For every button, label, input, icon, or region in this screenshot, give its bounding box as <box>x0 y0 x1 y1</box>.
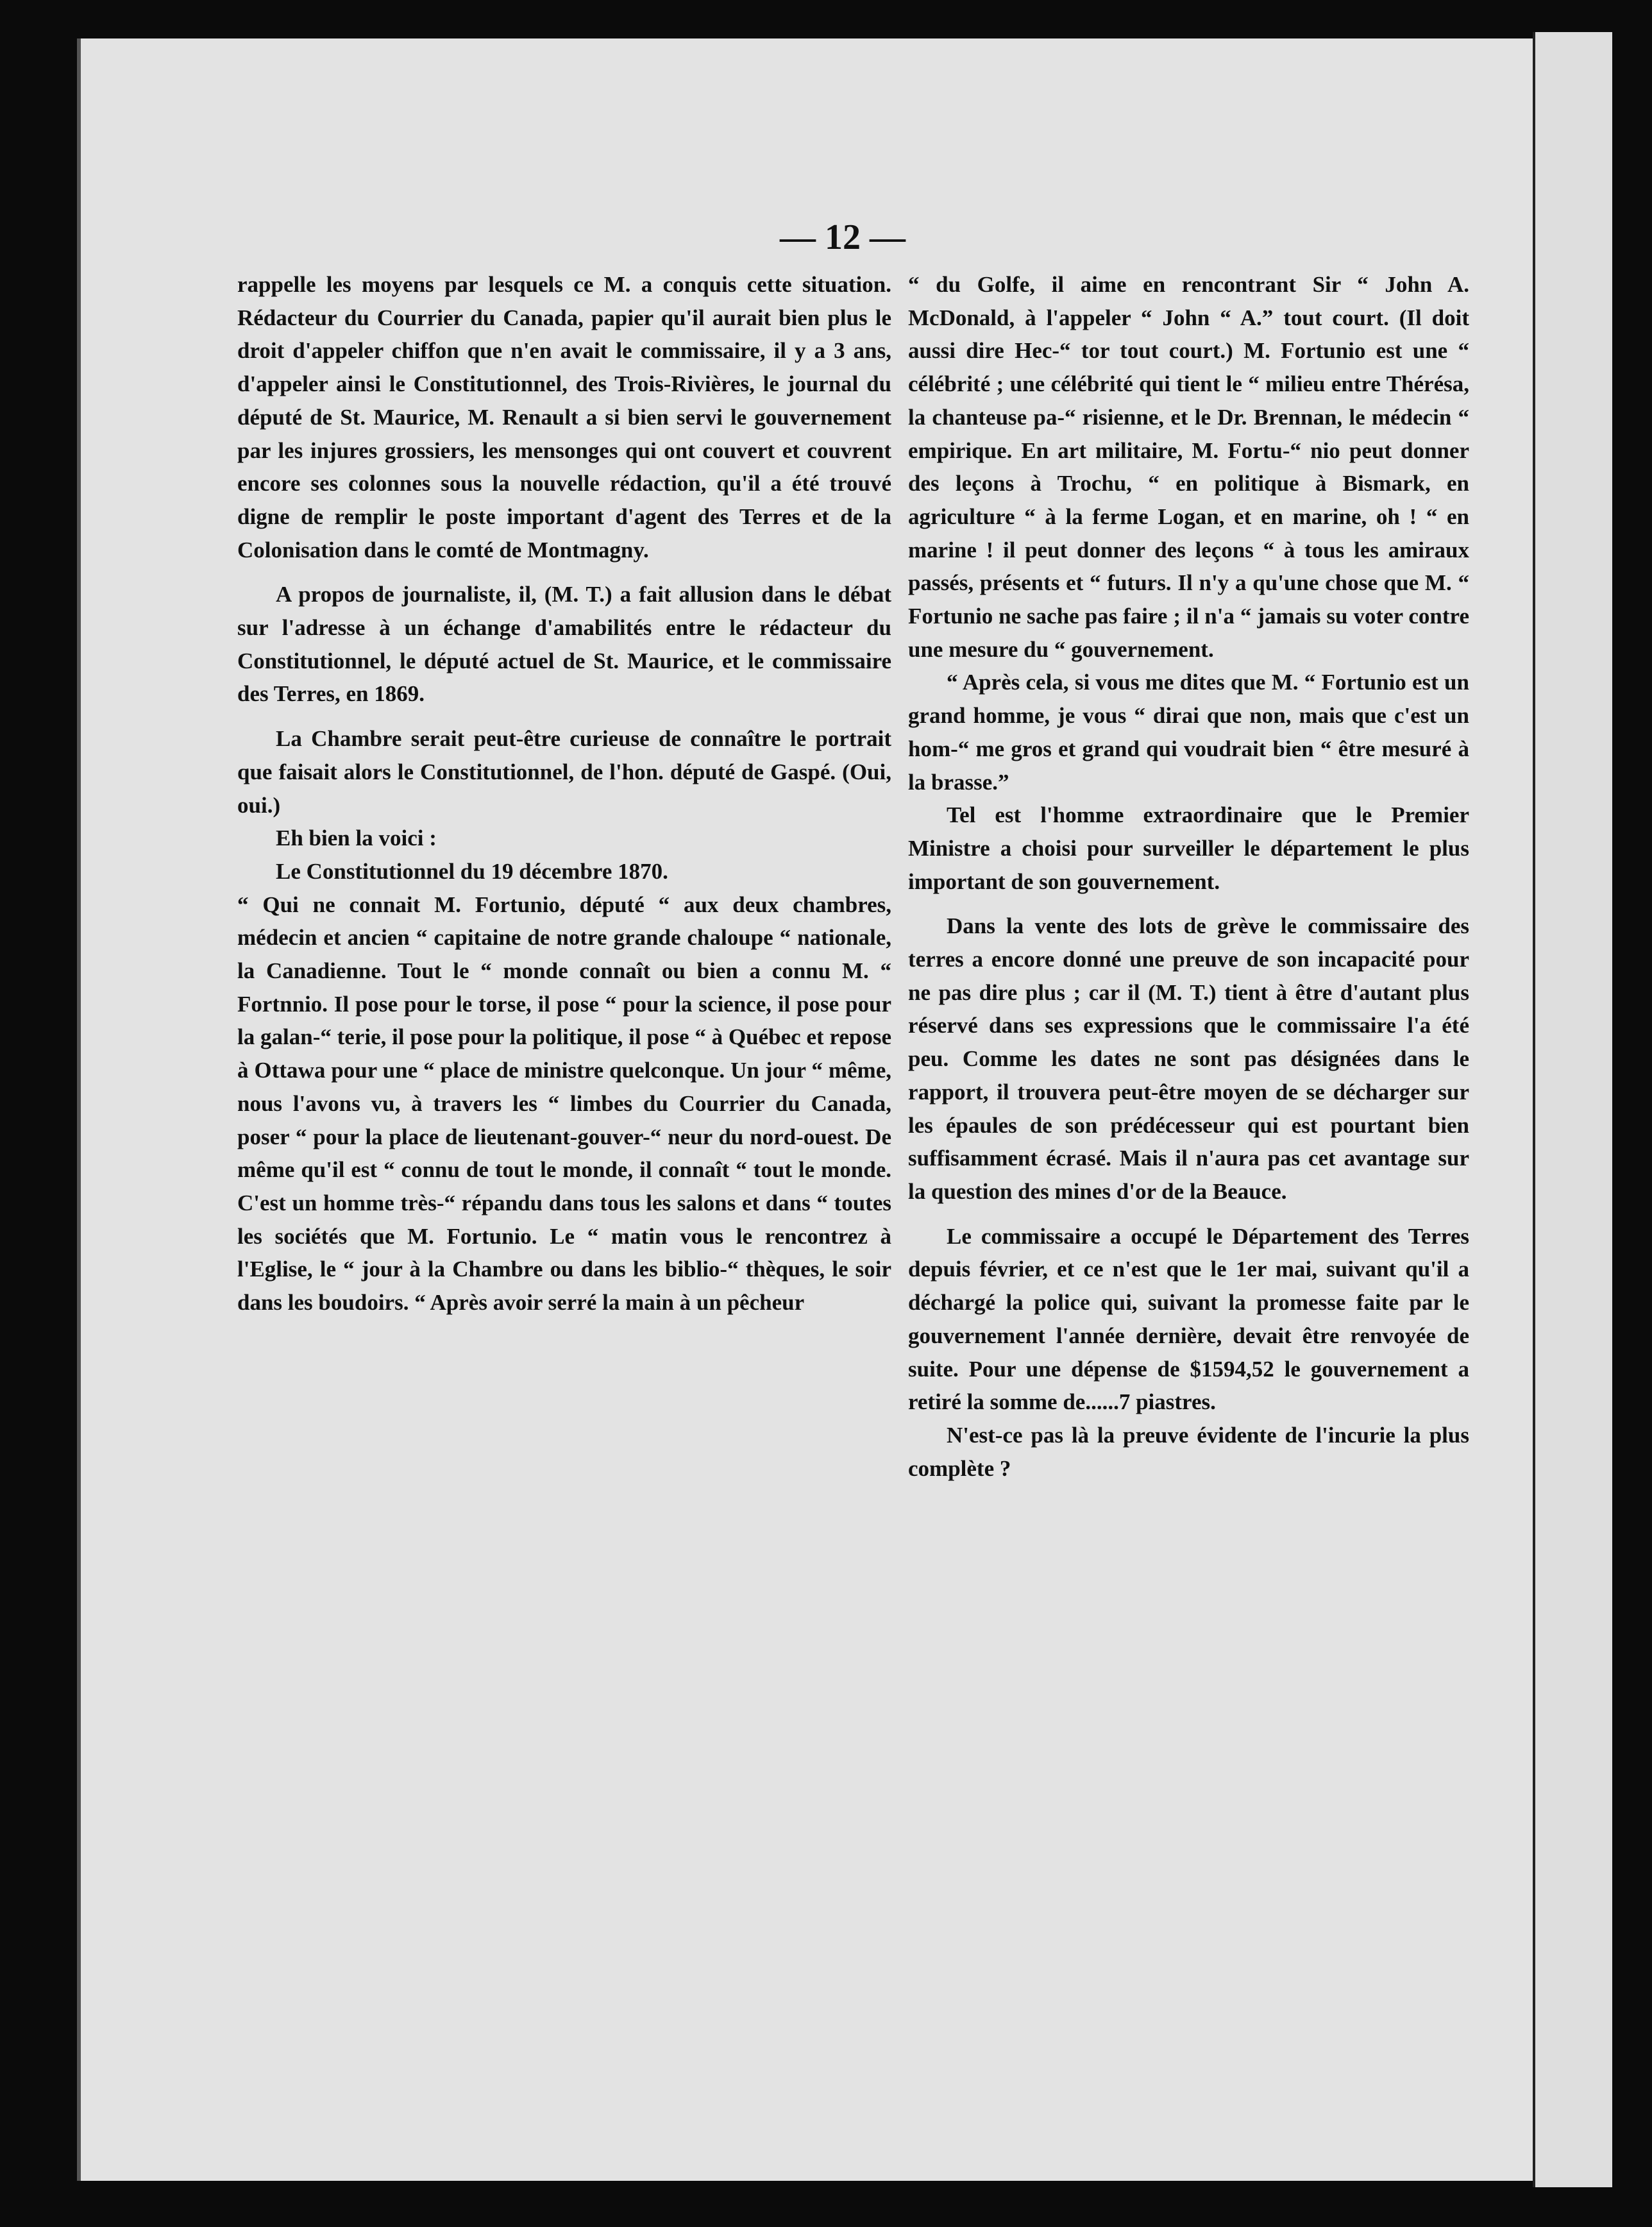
left-paragraph-5: Le Constitutionnel du 19 décembre 1870. <box>276 858 668 884</box>
right-paragraph-4: Dans la vente des lots de grève le commissaire des terres a encore donné une preuve de son incapacité pour ne pas dire plus ; car il (M. T.) tient à être d'autant plus réservé dans ses expressions que le commissaire l'a été peu. Comme les dates ne sont pas désignées dans le rapport, il trouvera peut-être moyen de se décharger sur les épaules de son prédécesseur qui est pourtant bien suffisamment écrasé. Mais il n'aura pas cet avantage sur la question des mines d'or de la Beauce. <box>908 913 1469 1204</box>
page-number: — 12 — <box>780 217 906 257</box>
right-paragraph-6: N'est-ce pas là la preuve évidente de l'incurie la plus complète ? <box>908 1422 1469 1481</box>
left-paragraph-3: La Chambre serait peut-être curieuse de connaître le portrait que faisait alors le Constitutionnel, de l'hon. député de Gaspé. (Oui, oui.) <box>237 726 891 818</box>
right-paragraph-5: Le commissaire a occupé le Département des Terres depuis février, et ce n'est que le 1er mai, suivant qu'il a déchargé la police qui, suivant la promesse faite par le gouvernement l'année dernière, devait être renvoyée de suite. Pour une dépense de $1594,52 le gouvernement a retiré la somme de......7 piastres. <box>908 1223 1469 1415</box>
right-quote-paragraph-1: “ du Golfe, il aime en rencontrant Sir “ John A. McDonald, à l'appeler “ John “ A.” tout court. (Il doit aussi dire Hec-“ tor tout court.) M. Fortunio est une “ célébrité ; une célébrité qui tient le “ milieu entre Thérésa, la chanteuse pa-“ risienne, et le Dr. Brennan, le médecin “ empirique. En art militaire, M. Fortu-“ nio peut donner des leçons à Trochu, “ en politique à Bismark, en agriculture “ à la ferme Logan, et en marine, oh ! “ en marine ! il peut donner des leçons “ à tous les amiraux passés, présents et “ futurs. Il n'y a qu'une chose que M. “ Fortunio ne sache pas faire ; il n'a “ jamais su voter contre une mesure du “ gouvernement. <box>908 272 1469 662</box>
left-paragraph-2: A propos de journaliste, il, (M. T.) a fait allusion dans le débat sur l'adresse à un échange d'amabilités entre le rédacteur du Constitutionnel, le député actuel de St. Maurice, et le commissaire des Terres, en 1869. <box>237 582 891 707</box>
right-quote-paragraph-2: “ Après cela, si vous me dites que M. “ Fortunio est un grand homme, je vous “ dirai que non, mais que c'est un hom-“ me gros et grand qui voudrait bien “ être mesuré à la brasse.” <box>908 670 1469 795</box>
right-text-column <box>908 268 1469 1485</box>
newspaper-page <box>77 38 1537 2181</box>
adjacent-page-strip <box>1533 32 1612 2187</box>
left-quote-paragraph: “ Qui ne connait M. Fortunio, député “ aux deux chambres, médecin et ancien “ capitaine de notre grande chaloupe “ nationale, la Canadienne. Tout le “ monde connaît ou bien a connu M. “ Fortnnio. Il pose pour le torse, il pose “ pour la science, il pose pour la galan-“ terie, il pose pour la politique, il pose “ à Québec et repose à Ottawa pour une “ place de ministre quelconque. Un jour “ même, nous l'avons vu, à travers les “ limbes du Courrier du Canada, poser “ pour la place de lieutenant-gouver-“ neur du nord-ouest. De même qu'il est “ connu de tout le monde, il connaît “ tout le monde. C'est un homme très-“ répandu dans tous les salons et dans “ toutes les sociétés que M. Fortunio. Le “ matin vous le rencontrez à l'Eglise, le “ jour à la Chambre ou dans les biblio-“ thèques, le soir dans les boudoirs. “ Après avoir serré la main à un pêcheur <box>237 892 891 1316</box>
left-text-column <box>237 268 891 1319</box>
left-paragraph-4: Eh bien la voici : <box>276 826 437 851</box>
right-paragraph-3: Tel est l'homme extraordinaire que le Premier Ministre a choisi pour surveiller le département le plus important de son gouvernement. <box>908 802 1469 894</box>
left-paragraph-1: rappelle les moyens par lesquels ce M. a conquis cette situation. Rédacteur du Courrier du Canada, papier qu'il aurait bien plus le droit d'appeler chiffon que n'en avait le commissaire, il y a 3 ans, d'appeler ainsi le Constitutionnel, des Trois-Rivières, le journal du député de St. Maurice, M. Renault a si bien servi le gouvernement par les injures grossiers, les mensonges qui ont couvert et couvrent encore ses colonnes sous la nouvelle rédaction, qu'il a été trouvé digne de remplir le poste important d'agent des Terres et de la Colonisation dans le comté de Montmagny. <box>237 272 891 563</box>
